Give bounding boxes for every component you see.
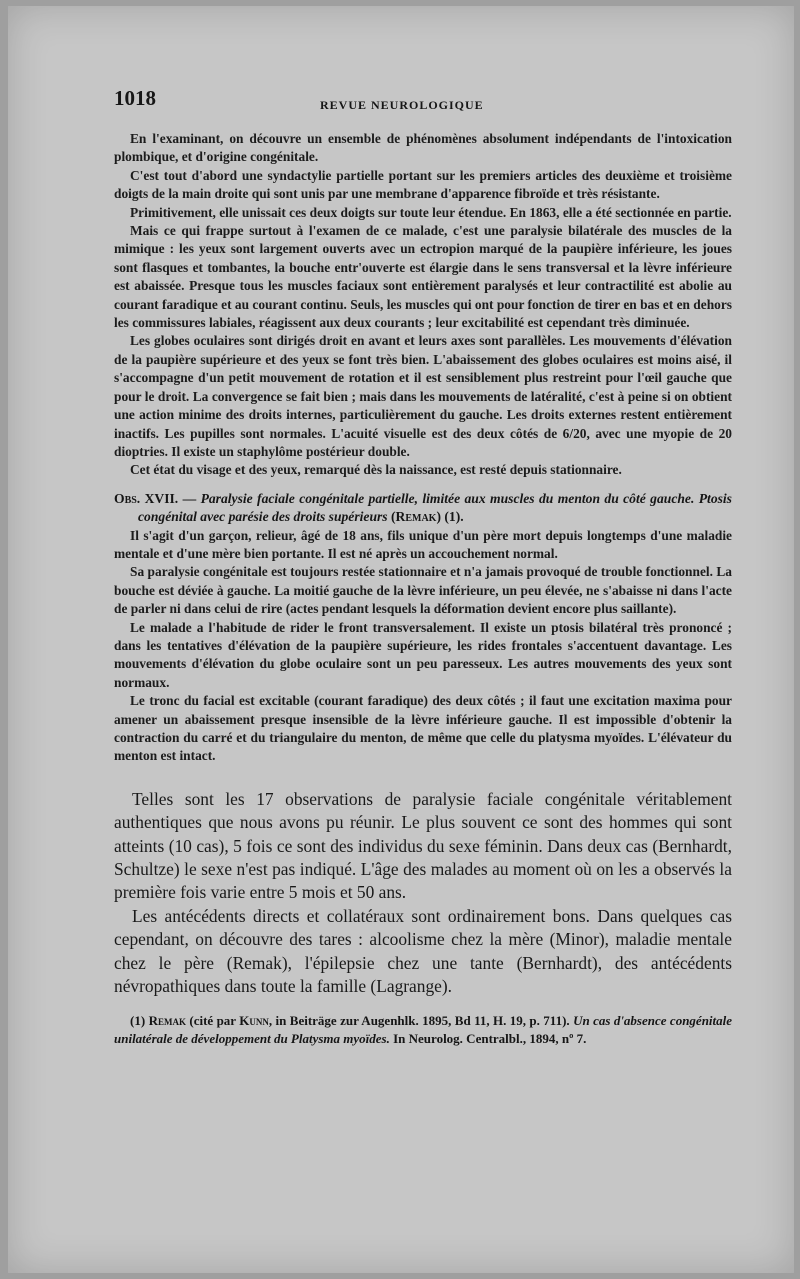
case-paragraph: En l'examinant, on découvre un ensemble de phénomènes absolument indépendants de l'intoxication plombique, et d'origine congénitale. <box>114 131 732 165</box>
observation-paragraph: Le tronc du facial est excitable (courant faradique) des deux côtés ; il faut une excitation maxima pour amener un abaissement presque insensible de la lèvre inférieure gauche. Il est impossible d'obtenir la contraction du carré et du triangulaire du menton, de même que celle du platysma myoïdes. L'élévateur du menton est intact. <box>114 693 732 764</box>
observation-heading <box>114 490 732 527</box>
footnote-author: Remak <box>148 1013 186 1029</box>
page-number: 1018 <box>114 86 156 110</box>
page-content <box>114 86 732 1048</box>
scanned-page <box>8 6 794 1273</box>
case-paragraph: Cet état du visage et des yeux, remarqué dès la naissance, est resté depuis stationnaire. <box>130 462 622 478</box>
footnote-article-title: Un cas d'absence congénitale unilatérale de développement du Platysma myoïdes. <box>114 1013 733 1047</box>
observation-title: Paralysie faciale congénitale partielle, limitée aux muscles du menton du côté gauche. Ptosis congénital avec parésie des droits supérieurs <box>138 490 732 525</box>
observation-paragraph: Il s'agit d'un garçon, relieur, âgé de 18 ans, fils unique d'un père mort depuis longtemps d'une maladie mentale et d'une mère bien portante. Il est né après un accouchement normal. <box>114 527 732 561</box>
running-head: REVUE NEUROLOGIQUE <box>320 98 484 112</box>
case-description <box>114 130 732 480</box>
case-paragraph: C'est tout d'abord une syndactylie partielle portant sur les premiers articles des deuxième et troisième doigts de la main droite qui sont unis par une membrane d'apparence fibroïde et très résistante. <box>114 167 732 202</box>
observation-body <box>114 527 732 766</box>
case-paragraph: Les globes oculaires sont dirigés droit en avant et leurs axes sont parallèles. Les mouvements d'élévation de la paupière supérieure et des yeux se font très bien. L'abaissement des globes oculaires est moins aisé, il s'accompagne d'un petit mouvement de rotation et il est sensiblement plus restreint pour l'œil gauche que pour le droit. La convergence se fait bien ; mais dans les mouvements de latéralité, c'est à peine si on obtient une action minime des droits internes, particulièrement du gauche. Les droits externes restent entièrement inactifs. Les pupilles sont normales. L'acuité visuelle est des deux côtés de 6/20, avec une myopie de 20 dioptries. Il existe un staphylôme postérieur double. <box>114 333 732 459</box>
summary-section <box>114 788 732 999</box>
summary-paragraph: Telles sont les 17 observations de paralysie faciale congénitale véritablement authentiques que nous avons pu réunir. Le plus souvent ce sont des hommes qui sont atteints (10 cas), 5 fois ce sont des individus du sexe féminin. Dans deux cas (Bernhardt, Schultze) le sexe n'est pas indiqué. L'âge des malades au moment où on les a observés la première fois varie entre 5 mois et 50 ans. <box>114 788 732 903</box>
observation-author: (Remak) <box>391 509 441 525</box>
observation-paragraph: Le malade a l'habitude de rider le front transversalement. Il existe un ptosis bilatéral très prononcé ; dans les tentatives d'élévation de la paupière supérieure, les rides frontales s'accentuent davantage. Les mouvements d'élévation du globe oculaire sont un peu paresseux. Les autres mouvements des yeux sont normaux. <box>114 619 732 690</box>
page-header <box>114 86 732 130</box>
observation-paragraph: Sa paralysie congénitale est toujours restée stationnaire et n'a jamais provoqué de trouble fonctionnel. La bouche est déviée à gauche. La moitié gauche de la lèvre inférieure, un peu élevée, ne s'abaisse ni dans l'acte de parler ni dans celui de rire (actes pendant lesquels la déformation devient encore plus saillante). <box>114 564 732 617</box>
footnote-reference: (1). <box>444 509 464 525</box>
case-paragraph: Primitivement, elle unissait ces deux doigts sur toute leur étendue. En 1863, elle a été sectionnée en partie. <box>130 204 732 220</box>
observation-label: Obs. XVII. — <box>114 490 197 506</box>
footnote <box>114 1012 732 1048</box>
footnote-journal: In Neurolog. Centralbl., 1894, nº 7. <box>393 1031 587 1047</box>
footnote-marker: (1) <box>130 1013 146 1029</box>
footnote-cited-by: Kunn <box>239 1013 269 1029</box>
footnote-cite-text: (cité par <box>189 1013 236 1029</box>
footnote-text <box>114 1012 732 1048</box>
footnote-cite-source: , in Beiträge zur Augenhlk. 1895, Bd 11, H. 19, p. 711). <box>268 1013 570 1029</box>
summary-paragraph: Les antécédents directs et collatéraux sont ordinairement bons. Dans quelques cas cependant, on découvre des tares : alcoolisme chez la mère (Minor), maladie mentale chez le père (Remak), l'épilepsie chez une tante (Bernhardt), des antécédents névropathiques dans toute la famille (Lagrange). <box>114 905 732 997</box>
case-paragraph: Mais ce qui frappe surtout à l'examen de ce malade, c'est une paralysie bilatérale des muscles de la mimique : les yeux sont largement ouverts avec un ectropion marqué de la paupière inférieure, les joues sont flasques et tombantes, la bouche entr'ouverte est élargie dans le sens transversal et la lèvre inférieure est abaissée. Presque tous les muscles faciaux sont entièrement paralysés et leur contractilité est abolie au courant faradique et au courant continu. Seuls, les muscles qui ont pour fonction de tirer en bas et en dehors les commissures labiales, réagissent aux deux courants ; leur excitabilité est cependant très diminuée. <box>114 223 732 331</box>
